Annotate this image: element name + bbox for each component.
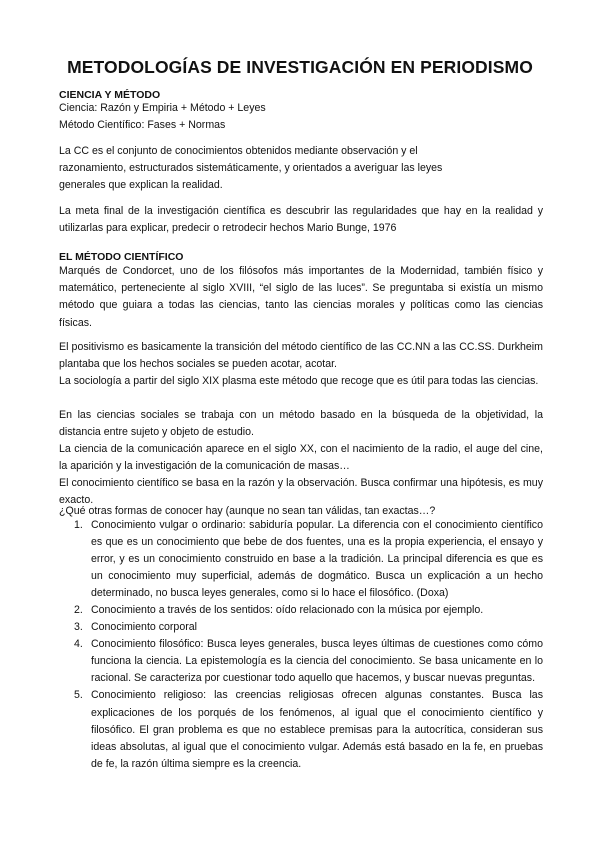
list-item-text: Conocimiento vulgar o ordinario: sabiduría popular. La diferencia con el conocimiento científico es que es un conocimiento que bebe de dos fuentes, una es la propia experiencia, el ensayo y error, y es un conocimiento construido en base a la tradición. La principal diferencia es que es un conocimiento muy superficial, además de dogmático. Busca un explicación a un hecho determinado, no busca leyes generales, como si lo hace el filosófico. (Doxa) bbox=[91, 519, 543, 600]
paragraph-condorcet: Marqués de Condorcet, uno de los filósofos más importantes de la Modernidad, también físico y matemático, perteneciente al siglo XVIII, “el siglo de las luces”. Se preguntaba si existía un mismo método que guiara a todas las ciencias, tanto las ciencias morales y políticas como las ciencias físicas. bbox=[59, 265, 543, 329]
list-item-number: 1. bbox=[74, 519, 83, 531]
question-formas-conocer: ¿Qué otras formas de conocer hay (aunque no sean tan válidas, tan exactas…? bbox=[59, 505, 436, 517]
paragraph-meta-investigacion: La meta final de la investigación científica es descubrir las regularidades que hay en la realidad y utilizarlas para explicar, predecir o retrodecir hechos Mario Bunge, 1976 bbox=[59, 205, 543, 235]
list-item bbox=[59, 517, 543, 602]
list-item bbox=[59, 602, 543, 619]
document-title: METODOLOGÍAS DE INVESTIGACIÓN EN PERIODISMO bbox=[67, 57, 533, 77]
paragraph-sociologia: La sociología a partir del siglo XIX plasma este método que recoge que es útil para todas las ciencias. bbox=[59, 375, 539, 387]
list-item-number: 5. bbox=[74, 689, 83, 702]
list-item-text: Conocimiento religioso: las creencias religiosas ofrecen algunas constantes. Busca las explicaciones de los porqués de los fenómenos, al igual que el conocimiento científico y filosófico. El gran problema es que no establece premisas para la autocrítica, consideran sus ideas absolutas, al igual que el conocimiento vulgar. Además está basado en la fe, en pruebas de fe, la razón última siempre es la creencia. bbox=[91, 689, 543, 770]
list-item-text: Conocimiento filosófico: Busca leyes generales, busca leyes últimas de cuestiones como cómo funciona la ciencia. La epistemología es la ciencia del conocimiento. Se basa unicamente en lo racional. Se caracteriza por cuestionar todo aquello que hacemos, y buscar nuevas preguntas. bbox=[91, 638, 543, 685]
list-item-text: Conocimiento corporal bbox=[91, 621, 197, 634]
paragraph-conocimiento-cientifico: El conocimiento científico se basa en la razón y la observación. Busca confirmar una hipótesis, es muy exacto. bbox=[59, 477, 543, 507]
section-heading-metodo-cientifico: EL MÉTODO CIENTÍFICO bbox=[59, 251, 184, 263]
list-item bbox=[59, 636, 543, 687]
definition-line-ciencia: Ciencia: Razón y Empiria + Método + Leyes bbox=[59, 102, 266, 114]
definition-line-metodo: Método Científico: Fases + Normas bbox=[59, 119, 226, 131]
paragraph-definicion-cc: La CC es el conjunto de conocimientos obtenidos mediante observación y el razonamiento, estructurados sistemáticamente, y orientados a averiguar las leyes generales que explican la realidad. bbox=[59, 145, 443, 192]
list-item bbox=[59, 687, 543, 772]
section-heading-ciencia-y-metodo: CIENCIA Y MÉTODO bbox=[59, 89, 161, 101]
list-item bbox=[59, 619, 543, 636]
paragraph-positivismo: El positivismo es basicamente la transición del método científico de las CC.NN a las CC.SS. Durkheim plantaba que los hechos sociales se pueden acotar, acotar. bbox=[59, 341, 543, 371]
formas-conocimiento-list bbox=[59, 517, 543, 773]
list-item-number: 3. bbox=[74, 621, 83, 634]
list-item-text: Conocimiento a través de los sentidos: oído relacionado con la música por ejemplo. bbox=[91, 604, 484, 617]
paragraph-ciencia-comunicacion: La ciencia de la comunicación aparece en el siglo XX, con el nacimiento de la radio, el auge del cine, la aparición y la investigación de la comunicación de masas… bbox=[59, 443, 543, 473]
list-item-number: 2. bbox=[74, 604, 83, 617]
paragraph-ciencias-sociales: En las ciencias sociales se trabaja con un método basado en la búsqueda de la objetividad, la distancia entre sujeto y objeto de estudio. bbox=[59, 409, 543, 439]
list-item-number: 4. bbox=[74, 638, 83, 651]
